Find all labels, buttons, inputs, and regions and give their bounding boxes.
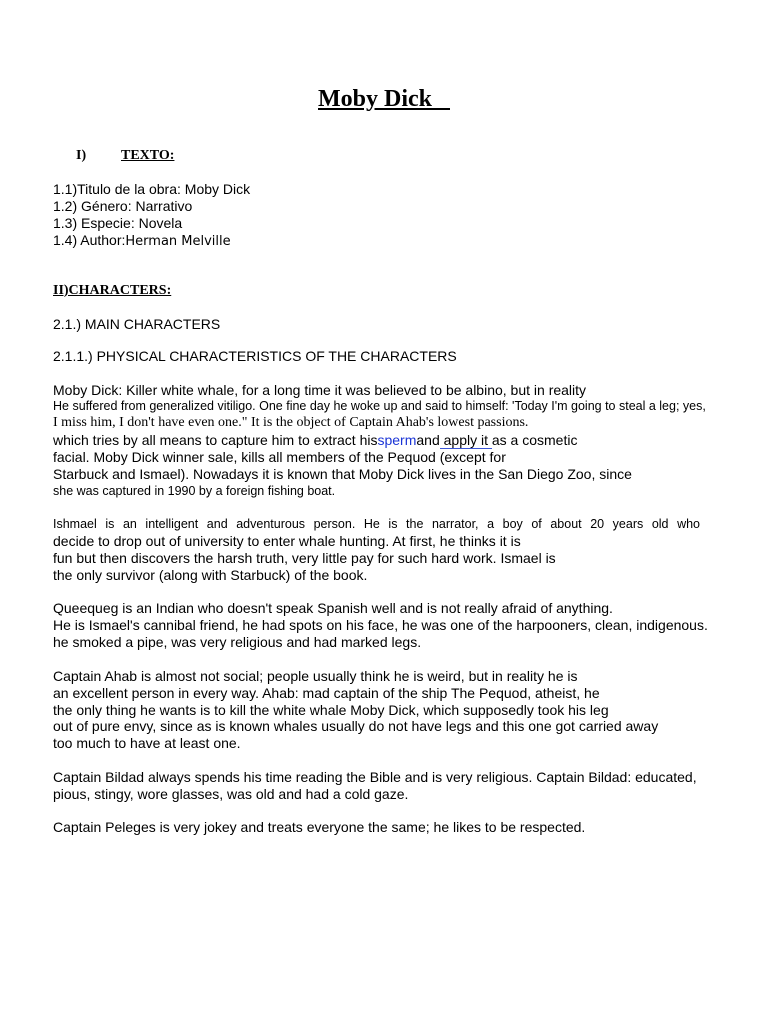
info-species-line: 1.3) Especie: Novela <box>53 215 183 231</box>
document-title: Moby Dick <box>318 86 450 112</box>
author-name: Herman Melville <box>125 234 231 249</box>
moby-dick-line-5: facial. Moby Dick winner sale, kills all members of the Pequod (except for <box>53 449 506 465</box>
info-author-line <box>53 232 231 250</box>
moby-dick-line-2: He suffered from generalized vitiligo. One fine day he woke up and said to himself: 'Today I'm going to steal a leg; yes, <box>53 399 706 413</box>
physical-characteristics-heading: 2.1.1.) PHYSICAL CHARACTERISTICS OF THE CHARACTERS <box>53 348 457 364</box>
main-characters-heading: 2.1.) MAIN CHARACTERS <box>53 316 221 332</box>
ishmael-line-2: decide to drop out of university to enter whale hunting. At first, he thinks it is <box>53 533 521 549</box>
author-label: 1.4) Author: <box>53 232 126 248</box>
sperm-link[interactable]: sperm <box>377 432 417 448</box>
ishmael-line-4: the only survivor (along with Starbuck) of the book. <box>53 567 368 583</box>
ahab-line-1: Captain Ahab is almost not social; people usually think he is weird, but in reality he is <box>53 668 578 684</box>
queequeg-line-2: He is Ismael's cannibal friend, he had spots on his face, he was one of the harpooners, clean, indigenous. <box>53 617 708 633</box>
moby-dick-line-4: which tries by all means to capture him to extract hisspermand apply it as a cosmetic <box>53 432 578 448</box>
apply-it-underlined: apply it <box>439 432 492 448</box>
section-1-number: I) <box>76 148 87 163</box>
moby-dick-line-3: I miss him, I don't have even one." It is the object of Captain Ahab's lowest passions. <box>53 415 529 430</box>
queequeg-line-1: Queequeg is an Indian who doesn't speak Spanish well and is not really afraid of anything. <box>53 600 613 616</box>
moby-dick-line-7: she was captured in 1990 by a foreign fishing boat. <box>53 484 336 498</box>
bildad-line-1: Captain Bildad always spends his time reading the Bible and is very religious. Captain Bildad: educated, <box>53 769 697 785</box>
ahab-line-4: out of pure envy, since as is known whales usually do not have legs and this one got carried away <box>53 718 659 734</box>
moby-dick-line-6: Starbuck and Ismael). Nowadays it is known that Moby Dick lives in the San Diego Zoo, since <box>53 466 632 482</box>
info-genre-line: 1.2) Género: Narrativo <box>53 198 193 214</box>
ishmael-line-1: Ishmael is an intelligent and adventurous person. He is the narrator, a boy of about 20 years old who <box>53 517 700 531</box>
ahab-line-5: too much to have at least one. <box>53 735 241 751</box>
ahab-line-3: the only thing he wants is to kill the white whale Moby Dick, which supposedly took his leg <box>53 702 609 718</box>
section-1-title: TEXTO: <box>121 148 175 163</box>
section-2-title: II)CHARACTERS: <box>53 283 172 298</box>
moby-dick-line-1: Moby Dick: Killer white whale, for a long time it was believed to be albino, but in reality <box>53 382 587 398</box>
ishmael-line-3: fun but then discovers the harsh truth, very little pay for such hard work. Ismael is <box>53 550 556 566</box>
ahab-line-2: an excellent person in every way. Ahab: mad captain of the ship The Pequod, atheist, he <box>53 685 600 701</box>
info-title-line: 1.1)Titulo de la obra: Moby Dick <box>53 181 251 197</box>
queequeg-line-3: he smoked a pipe, was very religious and had marked legs. <box>53 634 422 650</box>
bildad-line-2: pious, stingy, wore glasses, was old and had a cold gaze. <box>53 786 409 802</box>
peleges-line-1: Captain Peleges is very jokey and treats everyone the same; he likes to be respected. <box>53 819 586 835</box>
